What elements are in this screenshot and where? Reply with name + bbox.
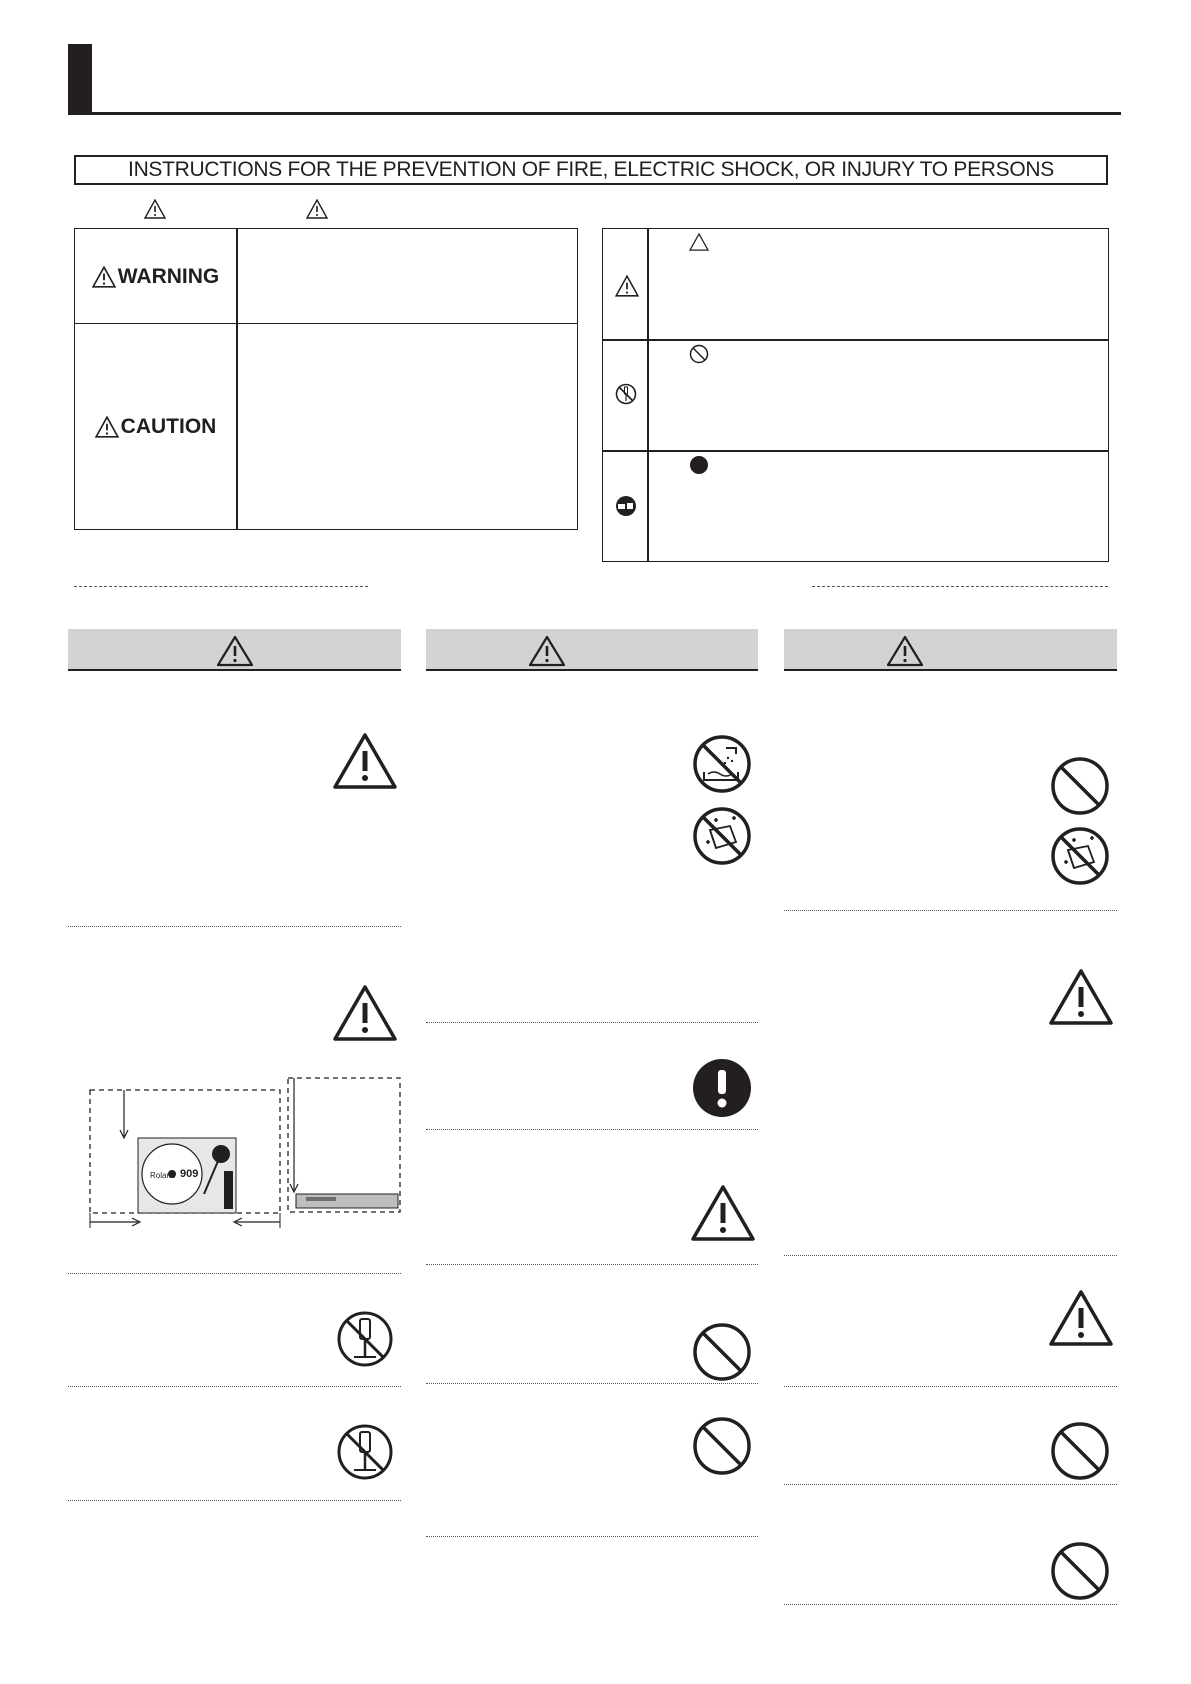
unplug-icon [615, 495, 637, 517]
triangle-symbol-icon [689, 233, 709, 251]
item-divider [784, 1386, 1117, 1387]
caution-label-cell [75, 324, 236, 529]
section-heading-block [68, 44, 92, 114]
caution-triangle-icon [306, 199, 328, 219]
item-divider [68, 1273, 401, 1274]
warning-column-header-1 [68, 629, 401, 671]
no-liquid-container-icon [692, 806, 752, 866]
warning-triangle-icon [1048, 968, 1114, 1026]
item-divider [426, 1022, 758, 1023]
dashed-divider-right [812, 586, 1108, 587]
warning-triangle-icon [92, 266, 116, 288]
warning-triangle-icon [332, 984, 398, 1042]
symbol-legend-table [602, 228, 1109, 562]
dashed-divider-left [74, 586, 368, 587]
instructions-banner [74, 155, 1108, 185]
warning-triangle-icon [144, 199, 166, 219]
no-water-icon [692, 734, 752, 794]
instructions-title: INSTRUCTIONS FOR THE PREVENTION OF FIRE, ELECTRIC SHOCK, OR INJURY TO PERSONS [128, 158, 1054, 181]
warning-column-header-2 [426, 629, 758, 671]
warning-triangle-icon [528, 635, 566, 667]
prohibited-icon [1050, 1541, 1110, 1601]
item-divider [426, 1264, 758, 1265]
no-liquid-container-icon [1050, 826, 1110, 886]
do-not-disassemble-icon [336, 1310, 394, 1368]
caution-triangle-icon [95, 416, 119, 438]
do-not-disassemble-icon [615, 383, 637, 405]
mandatory-icon [689, 455, 709, 475]
item-divider [426, 1129, 758, 1130]
prohibited-icon [1050, 1421, 1110, 1481]
warning-caution-table [74, 228, 578, 530]
item-divider [784, 1604, 1117, 1605]
prohibited-icon [1050, 756, 1110, 816]
do-not-disassemble-icon [336, 1423, 394, 1481]
item-divider [68, 1386, 401, 1387]
item-divider [426, 1383, 758, 1384]
warning-triangle-icon [690, 1184, 756, 1242]
warning-triangle-icon [332, 732, 398, 790]
warning-triangle-icon [886, 635, 924, 667]
item-divider [426, 1536, 758, 1537]
warning-label-cell [75, 229, 236, 324]
item-divider [784, 1255, 1117, 1256]
warning-triangle-icon [1048, 1289, 1114, 1347]
heading-rule [68, 112, 1121, 115]
warning-label: WARNING [117, 264, 220, 288]
item-divider [68, 1500, 401, 1501]
item-divider [784, 1484, 1117, 1485]
prohibited-icon [692, 1322, 752, 1382]
clearance-diagram [84, 1076, 402, 1234]
warning-triangle-icon [615, 275, 639, 297]
item-divider [784, 910, 1117, 911]
prohibited-icon [689, 344, 709, 364]
brand-label: Roland [150, 1171, 176, 1180]
mandatory-icon [692, 1058, 752, 1118]
warning-triangle-icon [216, 635, 254, 667]
model-label: 909 [180, 1168, 199, 1180]
caution-label: CAUTION [120, 414, 217, 438]
warning-column-header-3 [784, 629, 1117, 671]
item-divider [68, 926, 401, 927]
prohibited-icon [692, 1416, 752, 1476]
